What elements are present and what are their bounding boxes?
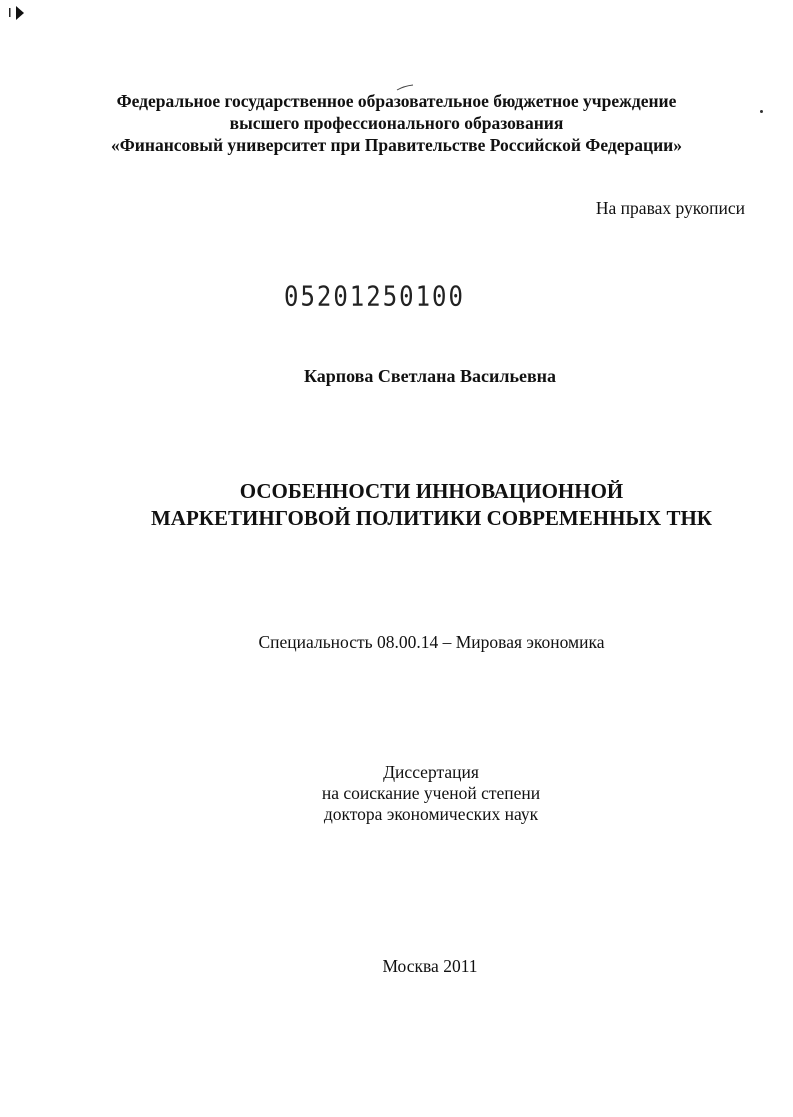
institution-line-1: Федеральное государственное образовательное бюджетное учреждение (116, 91, 677, 111)
title-line-2: МАРКЕТИНГОВОЙ ПОЛИТИКИ СОВРЕМЕННЫХ ТНК (150, 506, 713, 530)
title-line-1: ОСОБЕННОСТИ ИННОВАЦИОННОЙ (239, 479, 624, 503)
catalog-number: 05201250100 (284, 280, 465, 313)
dissertation-title (0, 478, 793, 532)
specialty-line: Специальность 08.00.14 – Мировая экономика (258, 632, 605, 652)
degree-line-1: Диссертация (383, 762, 479, 782)
degree-line-2: на соискание ученой степени (321, 783, 541, 803)
scan-margin-mark-icon (8, 4, 28, 22)
institution-line-2: высшего профессионального образования (229, 113, 564, 133)
degree-statement (0, 762, 793, 825)
author-name: Карпова Светлана Васильевна (303, 366, 557, 386)
place-and-year: Москва 2011 (382, 956, 478, 976)
institution-header (0, 90, 793, 156)
degree-line-3: доктора экономических наук (323, 804, 539, 824)
institution-line-3: «Финансовый университет при Правительстве Российской Федерации» (111, 135, 682, 155)
manuscript-rights-note: На правах рукописи (595, 198, 745, 218)
